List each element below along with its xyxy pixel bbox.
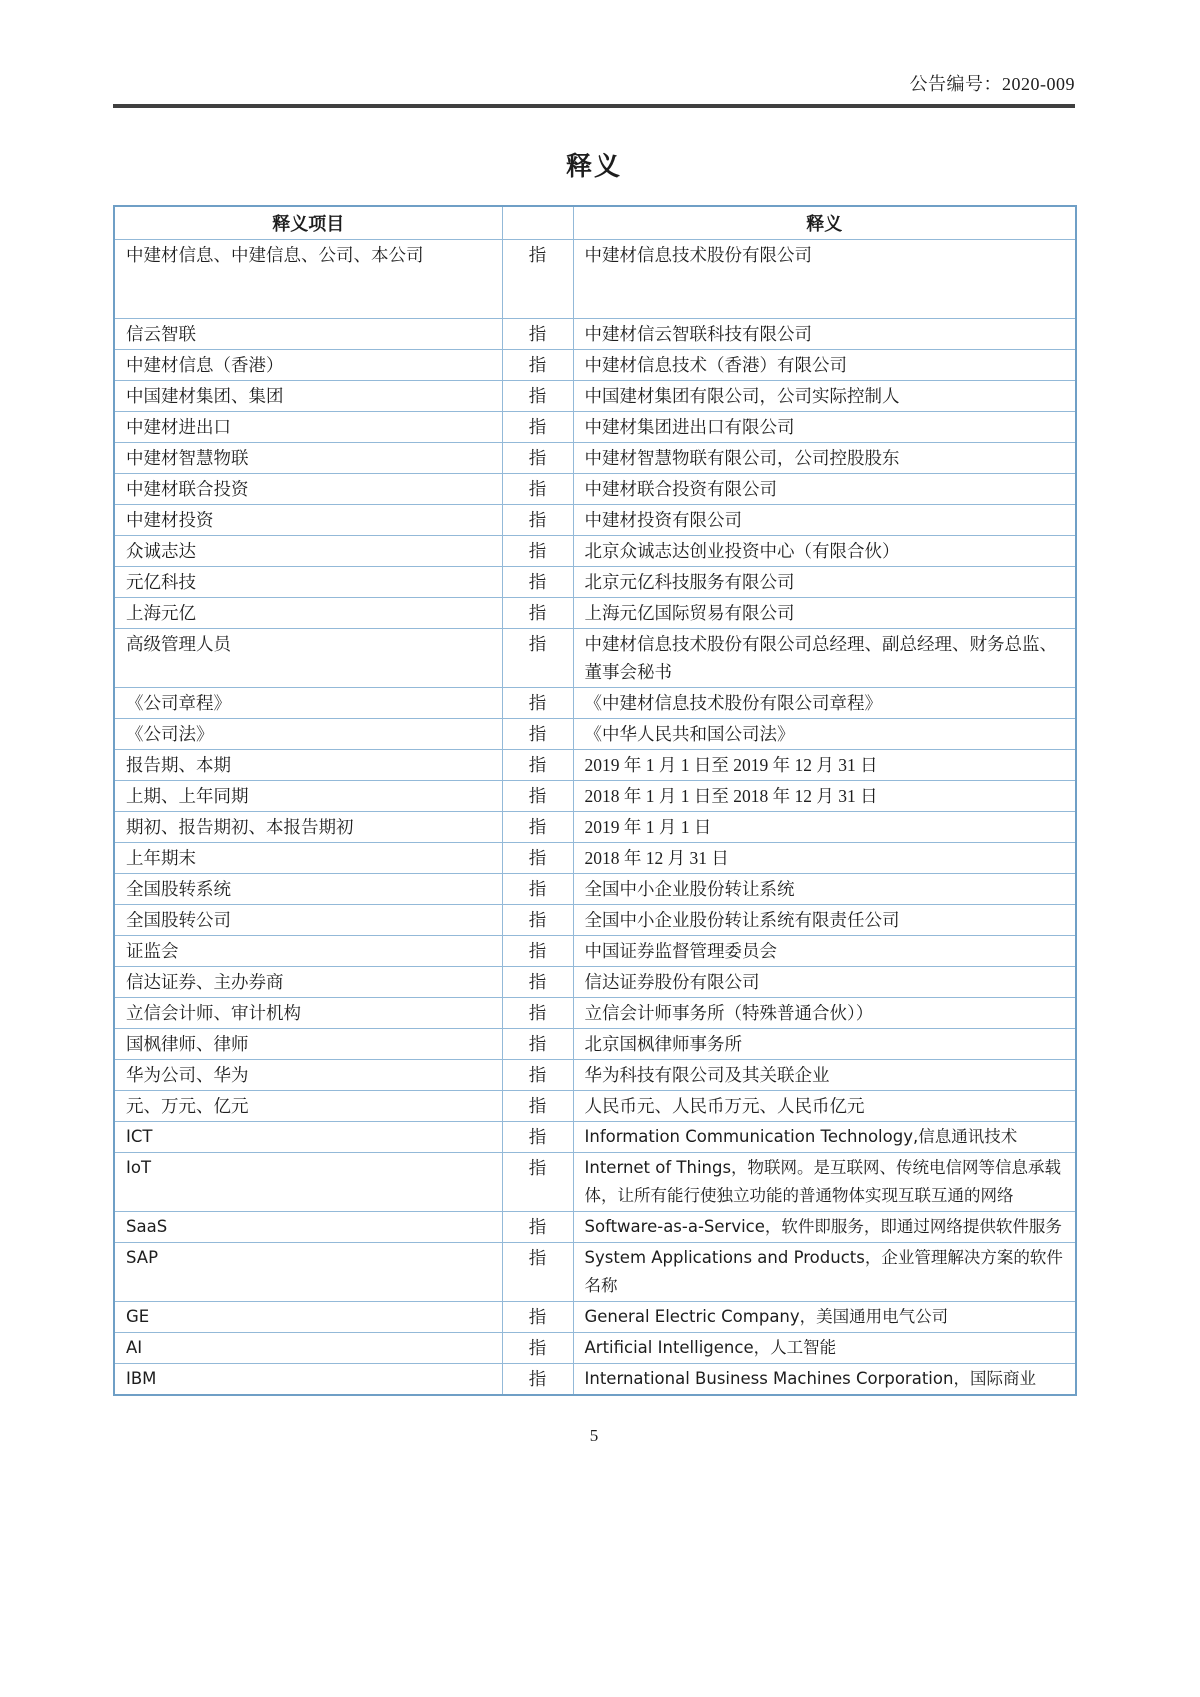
definition-cell: System Applications and Products，企业管理解决方案的软件名称: [573, 1243, 1076, 1302]
table-row: [114, 750, 1076, 781]
definition-cell: 中建材智慧物联有限公司，公司控股股东: [573, 443, 1076, 474]
definition-cell: 《中建材信息技术股份有限公司章程》: [573, 688, 1076, 719]
announcement-number: 公告编号：2020-009: [909, 74, 1075, 94]
term-cell: IBM: [114, 1364, 502, 1396]
definition-cell: 中建材信息技术（香港）有限公司: [573, 350, 1076, 381]
zhi-cell: 指: [502, 1091, 573, 1122]
definition-cell: 信达证券股份有限公司: [573, 967, 1076, 998]
term-cell: 元、万元、亿元: [114, 1091, 502, 1122]
zhi-cell: 指: [502, 1212, 573, 1243]
term-cell: 华为公司、华为: [114, 1060, 502, 1091]
zhi-cell: 指: [502, 905, 573, 936]
term-cell: 上期、上年同期: [114, 781, 502, 812]
table-row: [114, 1212, 1076, 1243]
table-row: [114, 1029, 1076, 1060]
zhi-cell: 指: [502, 412, 573, 443]
definition-cell: 2019 年 1 月 1 日至 2019 年 12 月 31 日: [573, 750, 1076, 781]
term-cell: 期初、报告期初、本报告期初: [114, 812, 502, 843]
header-rule: [113, 104, 1075, 108]
definition-cell: 人民币元、人民币万元、人民币亿元: [573, 1091, 1076, 1122]
term-cell: 上海元亿: [114, 598, 502, 629]
table-row: [114, 843, 1076, 874]
table-row: [114, 1302, 1076, 1333]
table-row: [114, 1122, 1076, 1153]
term-cell: 众诚志达: [114, 536, 502, 567]
column-header-term: 释义项目: [114, 206, 502, 240]
page-number: 5: [589, 1426, 599, 1445]
table-row: [114, 598, 1076, 629]
zhi-cell: 指: [502, 688, 573, 719]
zhi-cell: 指: [502, 319, 573, 350]
zhi-cell: 指: [502, 967, 573, 998]
table-row: [114, 936, 1076, 967]
term-cell: 《公司章程》: [114, 688, 502, 719]
definition-cell: Information Communication Technology,信息通讯技术: [573, 1122, 1076, 1153]
term-cell: 中建材联合投资: [114, 474, 502, 505]
zhi-cell: 指: [502, 1029, 573, 1060]
zhi-cell: 指: [502, 719, 573, 750]
term-cell: 信达证券、主办券商: [114, 967, 502, 998]
table-row: [114, 905, 1076, 936]
definition-cell: 2019 年 1 月 1 日: [573, 812, 1076, 843]
zhi-cell: 指: [502, 874, 573, 905]
term-cell: 元亿科技: [114, 567, 502, 598]
term-cell: IoT: [114, 1153, 502, 1212]
term-cell: 《公司法》: [114, 719, 502, 750]
zhi-cell: 指: [502, 598, 573, 629]
table-row: [114, 812, 1076, 843]
zhi-cell: 指: [502, 812, 573, 843]
definition-cell: 北京国枫律师事务所: [573, 1029, 1076, 1060]
definition-cell: 中建材集团进出口有限公司: [573, 412, 1076, 443]
definition-cell: 上海元亿国际贸易有限公司: [573, 598, 1076, 629]
table-row: [114, 240, 1076, 319]
table-row: [114, 629, 1076, 688]
term-cell: 中建材信息、中建信息、公司、本公司: [114, 240, 502, 319]
term-cell: 中建材信息（香港）: [114, 350, 502, 381]
term-cell: 信云智联: [114, 319, 502, 350]
zhi-cell: 指: [502, 505, 573, 536]
zhi-cell: 指: [502, 1060, 573, 1091]
zhi-cell: 指: [502, 1153, 573, 1212]
term-cell: 全国股转系统: [114, 874, 502, 905]
table-row: [114, 1243, 1076, 1302]
definition-cell: International Business Machines Corporation，国际商业: [573, 1364, 1076, 1396]
table-row: [114, 967, 1076, 998]
zhi-cell: 指: [502, 1364, 573, 1396]
definition-cell: Software-as-a-Service，软件即服务，即通过网络提供软件服务: [573, 1212, 1076, 1243]
table-row: [114, 443, 1076, 474]
zhi-cell: 指: [502, 629, 573, 688]
definition-cell: 北京元亿科技服务有限公司: [573, 567, 1076, 598]
term-cell: 中国建材集团、集团: [114, 381, 502, 412]
definition-cell: 全国中小企业股份转让系统有限责任公司: [573, 905, 1076, 936]
table-row: [114, 505, 1076, 536]
term-cell: 高级管理人员: [114, 629, 502, 688]
definition-cell: 中建材信息技术股份有限公司: [573, 240, 1076, 319]
table-row: [114, 536, 1076, 567]
term-cell: SaaS: [114, 1212, 502, 1243]
term-cell: AI: [114, 1333, 502, 1364]
table-row: [114, 1091, 1076, 1122]
zhi-cell: 指: [502, 350, 573, 381]
table-row: [114, 567, 1076, 598]
definition-cell: 中建材信息技术股份有限公司总经理、副总经理、财务总监、董事会秘书: [573, 629, 1076, 688]
definition-cell: 中国证券监督管理委员会: [573, 936, 1076, 967]
term-cell: 报告期、本期: [114, 750, 502, 781]
zhi-cell: 指: [502, 936, 573, 967]
definition-cell: Artificial Intelligence，人工智能: [573, 1333, 1076, 1364]
zhi-cell: 指: [502, 474, 573, 505]
zhi-cell: 指: [502, 567, 573, 598]
definition-cell: 立信会计师事务所（特殊普通合伙））: [573, 998, 1076, 1029]
table-row: [114, 381, 1076, 412]
definition-cell: 中建材联合投资有限公司: [573, 474, 1076, 505]
definition-cell: 2018 年 12 月 31 日: [573, 843, 1076, 874]
table-row: [114, 350, 1076, 381]
zhi-cell: 指: [502, 1122, 573, 1153]
table-row: [114, 474, 1076, 505]
table-header-row: [114, 206, 1076, 240]
zhi-cell: 指: [502, 781, 573, 812]
table-row: [114, 719, 1076, 750]
table-row: [114, 412, 1076, 443]
definition-cell: 2018 年 1 月 1 日至 2018 年 12 月 31 日: [573, 781, 1076, 812]
table-row: [114, 688, 1076, 719]
zhi-cell: 指: [502, 1302, 573, 1333]
definition-cell: General Electric Company，美国通用电气公司: [573, 1302, 1076, 1333]
definition-cell: 中建材信云智联科技有限公司: [573, 319, 1076, 350]
definition-cell: 《中华人民共和国公司法》: [573, 719, 1076, 750]
definitions-table: [113, 205, 1077, 1396]
term-cell: 上年期末: [114, 843, 502, 874]
table-row: [114, 1060, 1076, 1091]
definition-cell: 北京众诚志达创业投资中心（有限合伙）: [573, 536, 1076, 567]
zhi-cell: 指: [502, 240, 573, 319]
term-cell: 中建材进出口: [114, 412, 502, 443]
definition-cell: 中国建材集团有限公司，公司实际控制人: [573, 381, 1076, 412]
zhi-cell: 指: [502, 536, 573, 567]
page-title: 释义: [565, 152, 622, 181]
zhi-cell: 指: [502, 381, 573, 412]
table-row: [114, 998, 1076, 1029]
zhi-cell: 指: [502, 1333, 573, 1364]
term-cell: 中建材投资: [114, 505, 502, 536]
zhi-cell: 指: [502, 843, 573, 874]
term-cell: 中建材智慧物联: [114, 443, 502, 474]
table-row: [114, 319, 1076, 350]
term-cell: ICT: [114, 1122, 502, 1153]
term-cell: 全国股转公司: [114, 905, 502, 936]
term-cell: 国枫律师、律师: [114, 1029, 502, 1060]
table-row: [114, 1333, 1076, 1364]
definition-cell: 全国中小企业股份转让系统: [573, 874, 1076, 905]
zhi-cell: 指: [502, 1243, 573, 1302]
definition-cell: Internet of Things，物联网。是互联网、传统电信网等信息承载体，让所有能行使独立功能的普通物体实现互联互通的网络: [573, 1153, 1076, 1212]
definition-cell: 华为科技有限公司及其关联企业: [573, 1060, 1076, 1091]
term-cell: 证监会: [114, 936, 502, 967]
table-row: [114, 781, 1076, 812]
table-row: [114, 1153, 1076, 1212]
table-row: [114, 874, 1076, 905]
zhi-cell: 指: [502, 998, 573, 1029]
term-cell: GE: [114, 1302, 502, 1333]
column-header-definition: 释义: [573, 206, 1076, 240]
definition-cell: 中建材投资有限公司: [573, 505, 1076, 536]
term-cell: SAP: [114, 1243, 502, 1302]
term-cell: 立信会计师、审计机构: [114, 998, 502, 1029]
table-row: [114, 1364, 1076, 1396]
column-header-middle: [502, 206, 573, 240]
zhi-cell: 指: [502, 443, 573, 474]
zhi-cell: 指: [502, 750, 573, 781]
